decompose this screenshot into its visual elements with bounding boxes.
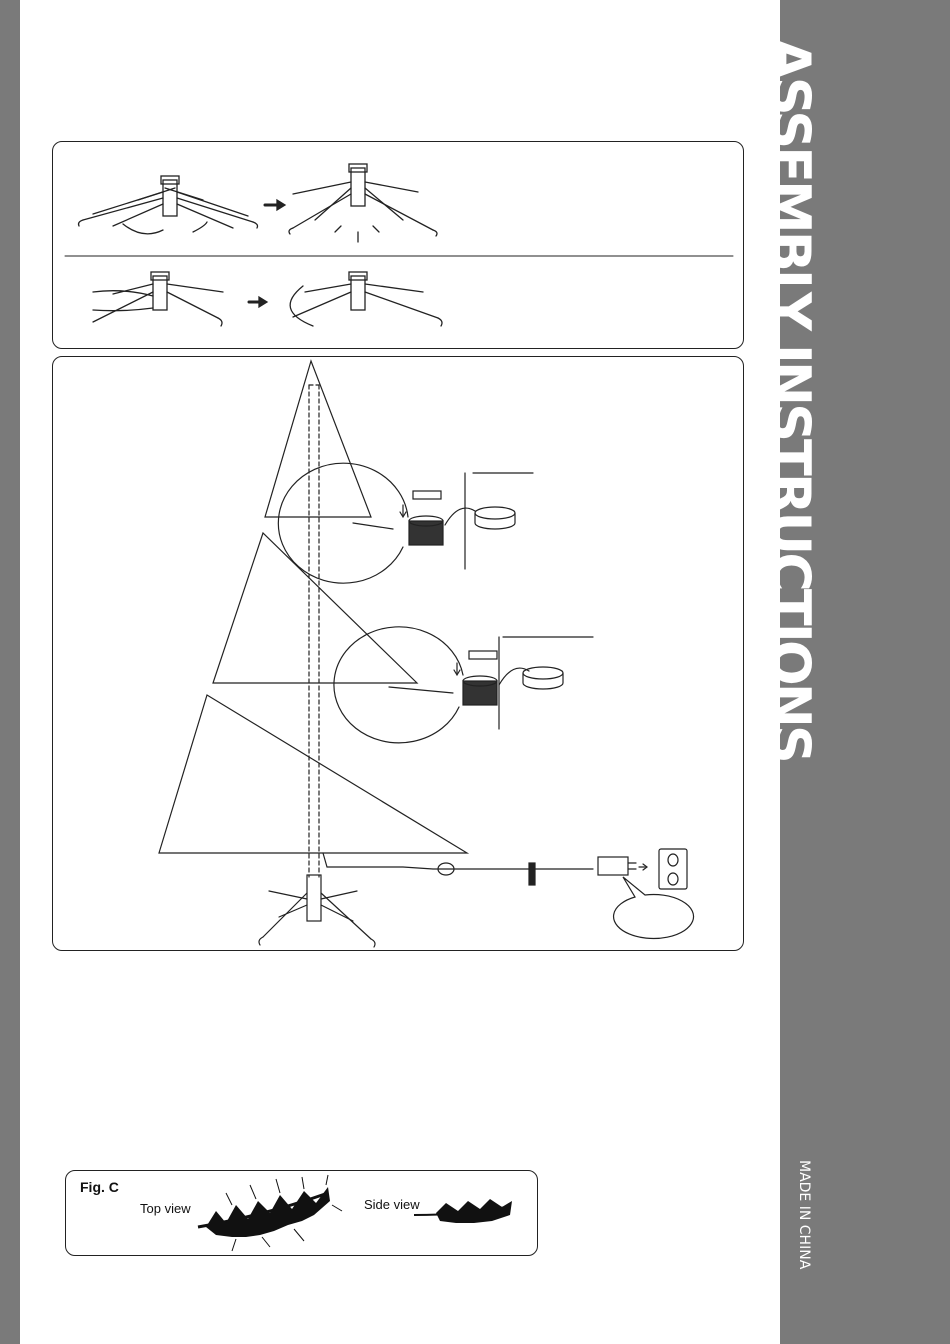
stand-rotate-illustration	[290, 272, 442, 326]
tree-assembly-diagram	[53, 357, 745, 952]
stand-assembly-diagram	[53, 142, 745, 350]
tree-middle-section	[213, 533, 417, 683]
stand-open-illustration	[289, 164, 437, 242]
tree-assembly-panel	[52, 356, 744, 951]
branch-side-view-illustration	[414, 1199, 512, 1223]
tree-bottom-section	[159, 695, 467, 853]
wall-outlet-icon	[659, 849, 687, 889]
stand-hand-illustration	[93, 272, 223, 326]
tree-top-section	[265, 361, 371, 517]
connector-detail-lower	[334, 627, 593, 743]
adapter-callout-bubble	[614, 877, 694, 938]
sidebar-title: ASSEMBLY INSTRUCTIONS	[759, 38, 822, 761]
stand-folded-illustration	[79, 176, 258, 234]
side-view-label: Side view	[364, 1197, 420, 1212]
figure-c-panel	[65, 1170, 538, 1256]
connector-detail-upper	[278, 463, 533, 583]
branch-views-diagram	[66, 1171, 539, 1257]
top-view-label: Top view	[140, 1201, 191, 1216]
power-cord	[323, 853, 647, 885]
left-margin-bar	[0, 0, 20, 1344]
made-in-label: MADE IN CHINA	[796, 1160, 812, 1270]
figure-label: Fig. C	[80, 1179, 119, 1195]
stand-assembly-panel	[52, 141, 744, 349]
branch-top-view-illustration	[198, 1175, 342, 1251]
tree-stand	[259, 875, 375, 947]
